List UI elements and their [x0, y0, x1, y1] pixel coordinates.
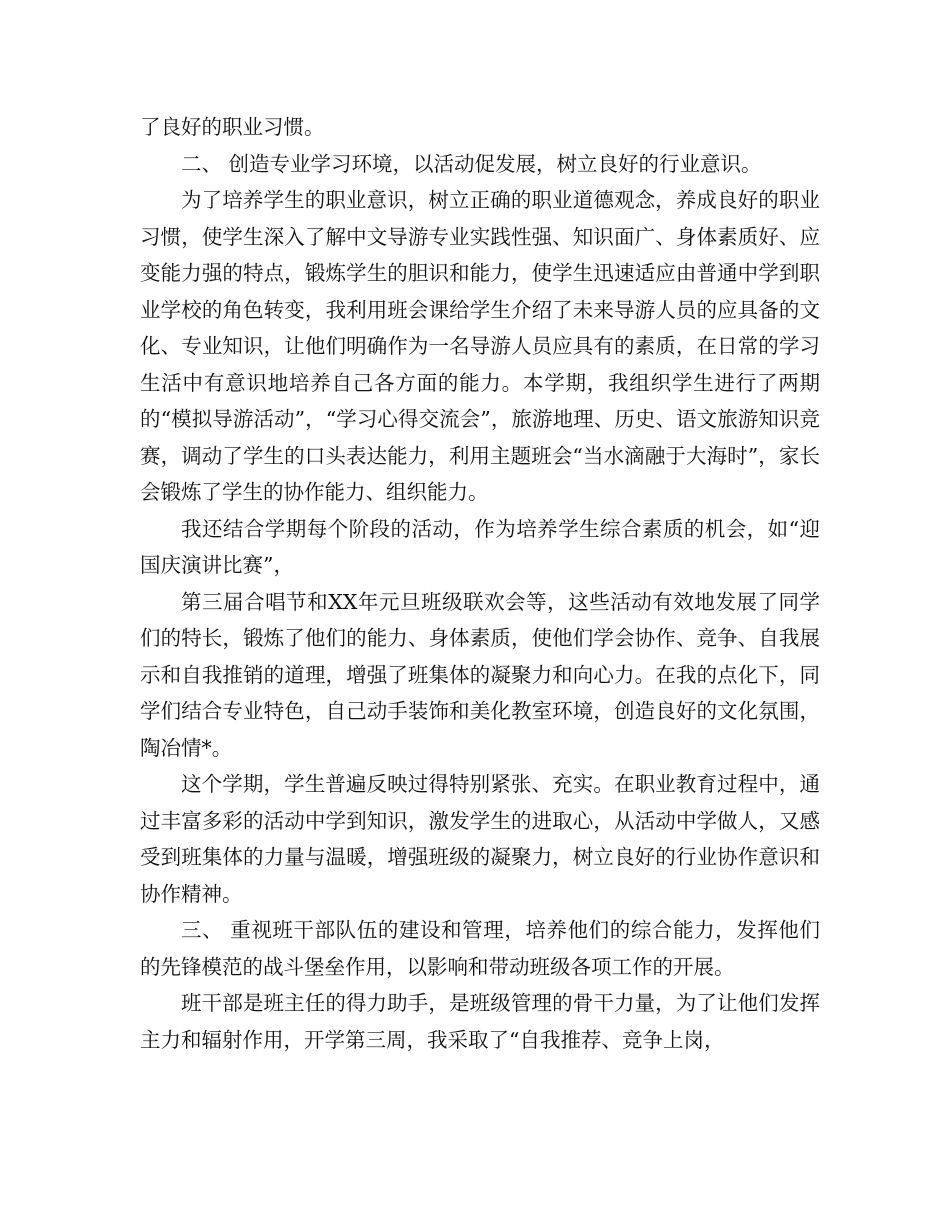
paragraph-class-cadres: 班干部是班主任的得力助手，是班级管理的骨干力量，为了让他们发挥主力和辐射作用，开学第三周，我采取了“自我推荐、竞争上岗，	[140, 991, 820, 1052]
paragraph-semester-activities: 我还结合学期每个阶段的活动，作为培养学生综合素质的机会，如“迎国庆演讲比赛”，	[140, 516, 820, 577]
paragraph-vocational-awareness: 为了培养学生的职业意识，树立正确的职业道德观念，养成良好的职业习惯，使学生深入了解中文导游专业实践性强、知识面广、身体素质好、应变能力强的特点，锻炼学生的胆识和能力，使学生迅速适应由普通中学到职业学校的角色转变，我利用班会课给学生介绍了未来导游人员的应具备的文化、专业知识，让他们明确作为一名导游人员应具有的素质，在日常的学习生活中有意识地培养自己各方面的能力。本学期，我组织学生进行了两期的“模拟导游活动”，“学习心得交流会”，旅游地理、历史、语文旅游知识竞赛，调动了学生的口头表达能力，利用主题班会“当水滴融于大海时”，家长会锻炼了学生的协作能力、组织能力。	[140, 188, 820, 504]
section-heading-two: 二、 创造专业学习环境，以活动促发展，树立良好的行业意识。	[181, 151, 762, 176]
paragraph-choir-festival: 第三届合唱节和XX年元旦班级联欢会等，这些活动有效地发展了同学们的特长，锻炼了他们的能力、身体素质，使他们学会协作、竞争、自我展示和自我推销的道理，增强了班集体的凝聚力和向心力。在我的点化下，同学们结合专业特色，自己动手装饰和美化教室环境，创造良好的文化氛围，陶冶情*。	[140, 589, 820, 760]
document-body	[140, 109, 820, 1058]
paragraph-continuation: 了良好的职业习惯。	[140, 115, 325, 139]
section-heading-three: 三、 重视班干部队伍的建设和管理，培养他们的综合能力，发挥他们的先锋模范的战斗堡垒作用，以影响和带动班级各项工作的开展。	[140, 918, 820, 979]
paragraph-student-feedback: 这个学期，学生普遍反映过得特别紧张、充实。在职业教育过程中，通过丰富多彩的活动中学到知识，激发学生的进取心，从活动中学做人，又感受到班集体的力量与温暖，增强班级的凝聚力，树立良好的行业协作意识和协作精神。	[140, 772, 820, 906]
